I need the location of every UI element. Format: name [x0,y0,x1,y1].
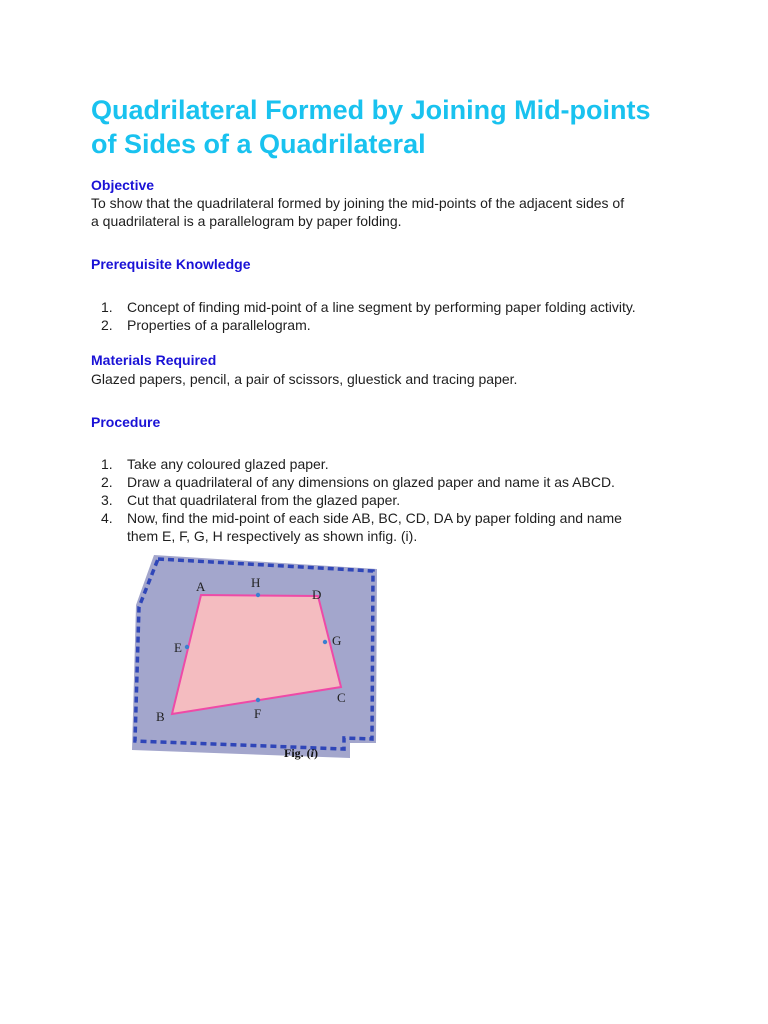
procedure-list [91,455,711,545]
vertex-b-label: B [156,709,165,724]
list-item-number: 3. [101,492,113,508]
list-item-number: 4. [101,510,113,526]
objective-text-line-1: To show that the quadrilateral formed by joining the mid-points of the adjacent sides of [91,195,625,211]
materials-text: Glazed papers, pencil, a pair of scissors, gluestick and tracing paper. [91,371,518,387]
midpoint-f-label: F [254,706,262,721]
list-item [91,316,711,334]
list-item [91,509,711,545]
figure-caption-suffix: ) [314,746,319,760]
list-item-text-line: Now, find the mid-point of each side AB, BC, CD, DA by paper folding and name [127,510,622,526]
midpoint-e-dot [185,645,189,649]
page-title-line-2: of Sides of a Quadrilateral [91,129,426,159]
vertex-d-label: D [312,587,322,602]
figure-caption [284,746,318,760]
list-item-text: Properties of a parallelogram. [127,317,311,333]
list-item-text-line: Cut that quadrilateral from the glazed paper. [127,492,401,508]
midpoint-f-dot [256,698,260,702]
midpoint-h-label: H [251,575,261,590]
list-item-text-line: Take any coloured glazed paper. [127,456,329,472]
page-title [91,93,731,161]
midpoint-h-dot [256,593,260,597]
quadrilateral-figure-svg [130,545,384,765]
list-item [91,491,711,509]
list-item-number: 2. [101,474,113,490]
list-item-text-line: them E, F, G, H respectively as shown infig. (i). [127,528,418,544]
midpoint-g-dot [323,640,327,644]
objective-text-line-2: a quadrilateral is a parallelogram by paper folding. [91,213,402,229]
list-item-text: Concept of finding mid-point of a line segment by performing paper folding activity. [127,299,636,315]
objective-heading: Objective [91,177,155,193]
figure-caption-prefix: Fig. ( [284,746,311,760]
vertex-a-label: A [196,579,206,594]
objective-text [91,194,624,230]
list-item-number: 2. [101,317,113,333]
procedure-heading: Procedure [91,414,161,430]
list-item [91,455,711,473]
materials-heading: Materials Required [91,352,217,368]
list-item-text [127,455,711,473]
midpoint-g-label: G [332,633,342,648]
list-item-number: 1. [101,456,113,472]
midpoint-e-label: E [174,640,182,655]
list-item-text [127,509,711,545]
list-item-text-line: Draw a quadrilateral of any dimensions on glazed paper and name it as ABCD. [127,474,615,490]
prerequisite-list [91,298,711,334]
list-item [91,473,711,491]
list-item-text [127,491,711,509]
vertex-c-label: C [337,690,346,705]
figure-caption-italic: i [310,746,315,760]
page-title-line-1: Quadrilateral Formed by Joining Mid-points [91,95,651,125]
list-item [91,298,711,316]
quadrilateral-figure [130,545,384,765]
list-item-text [127,473,711,491]
list-item-number: 1. [101,299,113,315]
prerequisite-heading: Prerequisite Knowledge [91,256,251,272]
